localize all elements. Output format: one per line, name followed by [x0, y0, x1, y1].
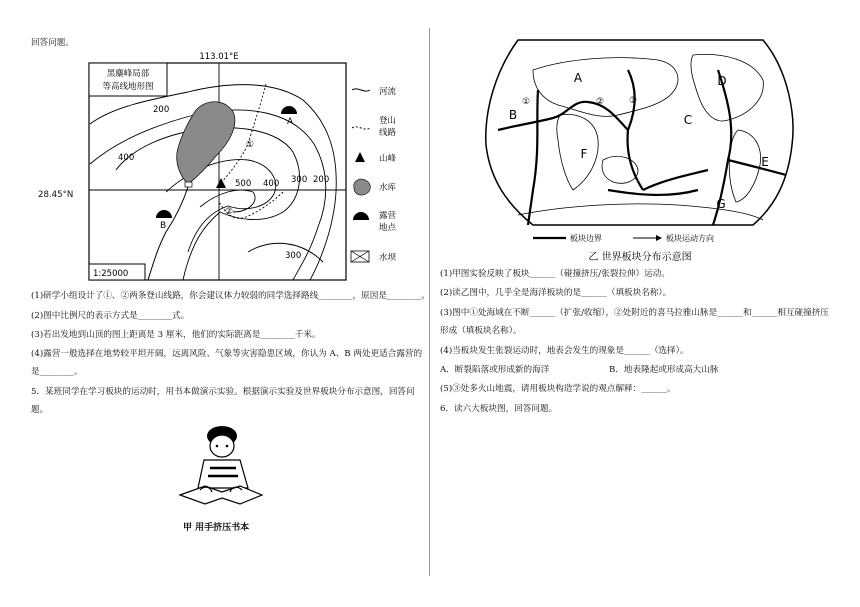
question-5-line1: 5．某班同学在学习板块的运动时，用书本做演示实验。根据演示实验及世界板块分布示意图，回答问: [31, 387, 415, 397]
legend-direction-label: 板块运动方向: [666, 234, 714, 243]
longitude-label: 113.01°E: [199, 52, 239, 62]
left-question-2: (2)图中比例尺的表示方式是________式。: [31, 311, 190, 321]
contour-label-400a: 400: [118, 153, 135, 163]
right-question-2: (2)读乙图中，几乎全是海洋板块的是______（填板块名称）。: [440, 288, 672, 298]
column-divider: [429, 28, 430, 576]
right-question-3-line1: (3)图中①处海域在不断______（扩张/收缩），②处附近的喜马拉雅山脉是______和______相互碰撞挤压: [440, 308, 829, 318]
plate-label-e: E: [761, 155, 769, 169]
latitude-label: 28.45°N: [38, 190, 74, 200]
right-question-4: (4)当板块发生张裂运动时，地表会发生的现象是______（选择）。: [440, 346, 689, 356]
marker-2-label: ②: [596, 97, 605, 107]
legend-reservoir-symbol: [354, 179, 371, 195]
plate-label-b: B: [508, 108, 518, 122]
book-press-illustration: [170, 420, 270, 520]
legend-camp-symbol: [353, 212, 369, 220]
plate-label-c: C: [683, 113, 693, 127]
marker-3-label: ③: [629, 96, 638, 106]
right-question-3-line2: 形成（填板块名称）。: [440, 326, 522, 336]
map-title-line2: 等高线地形图: [102, 82, 154, 92]
legend-peak-symbol: [355, 152, 365, 162]
map-title-line1: 黑麋峰局部: [106, 69, 150, 79]
head: [210, 435, 234, 457]
legend-trail-1: 登山: [379, 116, 397, 126]
legend-camp-1: 露营: [379, 211, 397, 221]
scale-label: 1:25000: [93, 269, 129, 279]
left-question-4-line2: 是________。: [31, 367, 83, 377]
intro-text: 回答问题。: [31, 38, 74, 48]
legend-peak: 山峰: [379, 154, 397, 164]
contour-label-400b: 400: [263, 179, 280, 189]
right-question-5: (5)③处多火山地震，请用板块构造学说的观点解释：______。: [440, 384, 676, 394]
legend-camp-2: 地点: [379, 223, 397, 233]
legend-river-symbol: [352, 89, 370, 91]
left-question-4-line1: (4)露营一般选择在地势较平坦开阔，远离风险、气象等灾害隐患区域，你认为 A、B 两处更适合露营的: [31, 349, 423, 359]
dam-marker: [185, 182, 192, 187]
map-caption: 乙 世界板块分布示意图: [588, 252, 692, 263]
legend-river: 河流: [379, 87, 397, 97]
plate-label-d: D: [717, 74, 727, 88]
contour-label-200a: 200: [153, 105, 170, 115]
legend-trail-2: 线路: [379, 128, 397, 138]
left-question-3: (3)若出发地到山顶的图上距离是 3 厘米，他们的实际距离是________千米。: [31, 330, 321, 340]
question-5-line2: 题。: [31, 405, 49, 415]
point-a-label: A: [287, 117, 294, 127]
route-1-label: ①: [246, 140, 255, 150]
right-option-b: B．地表隆起或形成高大山脉: [609, 365, 719, 375]
route-2-label: ②: [225, 207, 234, 217]
topographic-map: [88, 52, 423, 284]
point-b-label: B: [160, 221, 167, 231]
contour-label-300b: 300: [285, 251, 302, 261]
question-6: 6．读六大板块图，回答问题。: [440, 404, 558, 414]
contour-label-300a: 300: [291, 175, 308, 185]
plate-label-a: A: [573, 71, 583, 85]
right-question-1: (1)甲图实验反映了板块______（碰撞挤压/张裂拉伸）运动。: [440, 269, 670, 279]
figure-caption-left: 甲 用手挤压书本: [183, 523, 250, 533]
legend-boundary-label: 板块边界: [570, 234, 602, 243]
right-option-a: A．断裂陷落或形成新的海洋: [440, 365, 550, 375]
world-plate-map: [478, 30, 803, 265]
plate-label-g: G: [716, 197, 726, 211]
legend-trail-symbol: [352, 127, 370, 129]
plate-label-f: F: [580, 147, 588, 161]
marker-1-label: ①: [522, 97, 531, 107]
left-question-1: (1)研学小组设计了①、②两条登山线路，你会建议体力较弱的同学选择路线________，原因是________。: [31, 291, 430, 301]
legend-dam: 水坝: [379, 253, 397, 263]
contour-label-500: 500: [235, 179, 252, 189]
book: [180, 486, 262, 504]
contour-label-200b: 200: [313, 175, 330, 185]
legend-reservoir: 水库: [379, 183, 397, 193]
